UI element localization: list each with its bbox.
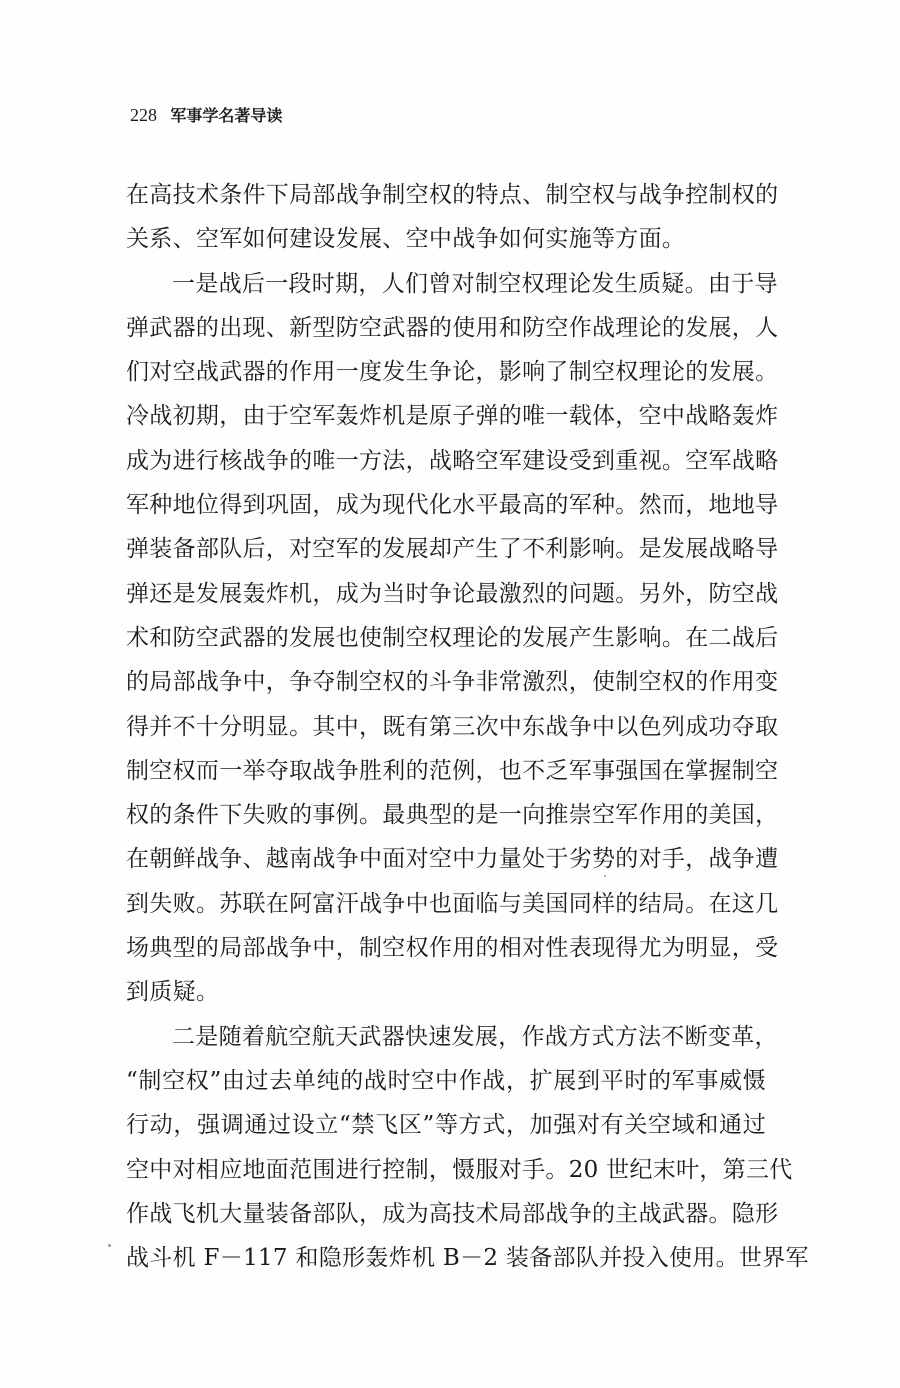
text-line: 弹武器的出现、新型防空武器的使用和防空作战理论的发展，人 <box>126 314 779 341</box>
text-line: 权的条件下失败的事例。最典型的是一向推崇空军作用的美国， <box>126 802 779 829</box>
text-line: 场典型的局部战争中，制空权作用的相对性表现得尤为明显，受 <box>126 935 779 962</box>
text-line: 战斗机 F－117 和隐形轰炸机 B－2 装备部队并投入使用。世界军 <box>126 1245 809 1272</box>
paragraph-first-line: 一是战后一段时期，人们曾对制空权理论发生质疑。由于导 <box>172 270 778 297</box>
text-line: 在高技术条件下局部战争制空权的特点、制空权与战争控制权的 <box>126 182 779 208</box>
text-line: 制空权而一举夺取战争胜利的范例，也不乏军事强国在掌握制空 <box>126 757 779 784</box>
text-line: 弹还是发展轰炸机，成为当时争论最激烈的问题。另外，防空战 <box>126 580 779 607</box>
page-number: 228 <box>130 105 157 125</box>
text-line: 的局部战争中，争夺制空权的斗争非常激烈，使制空权的作用变 <box>126 669 779 696</box>
text-line: 到质疑。 <box>126 979 220 1006</box>
text-line: 关系、空军如何建设发展、空中战争如何实施等方面。 <box>126 226 686 253</box>
text-line: 空中对相应地面范围进行控制，慑服对手。20 世纪末叶，第三代 <box>126 1156 793 1183</box>
text-line: 术和防空武器的发展也使制空权理论的发展产生影响。在二战后 <box>126 624 779 651</box>
body-text <box>126 173 809 1280</box>
paragraph-first-line: 二是随着航空航天武器快速发展，作战方式方法不断变革， <box>172 1023 778 1050</box>
scan-speck <box>604 875 606 877</box>
text-line: 冷战初期，由于空军轰炸机是原子弹的唯一载体，空中战略轰炸 <box>126 403 779 430</box>
text-line: 到失败。苏联在阿富汗战争中也面临与美国同样的结局。在这几 <box>126 890 779 917</box>
text-line: 们对空战武器的作用一度发生争论，影响了制空权理论的发展。 <box>126 359 779 386</box>
text-line: 成为进行核战争的唯一方法，战略空军建设受到重视。空军战略 <box>126 447 779 474</box>
book-title: 军事学名著导读 <box>170 106 283 125</box>
text-line: 军种地位得到巩固，成为现代化水平最高的军种。然而，地地导 <box>126 492 779 519</box>
text-line: 弹装备部队后，对空军的发展却产生了不利影响。是发展战略导 <box>126 536 779 563</box>
running-header <box>130 104 282 127</box>
text-line: 行动，强调通过设立“禁飞区”等方式，加强对有关空域和通过 <box>126 1112 766 1139</box>
scan-speck <box>108 1244 111 1247</box>
text-line: 在朝鲜战争、越南战争中面对空中力量处于劣势的对手，战争遭 <box>126 846 779 873</box>
text-line: “制空权”由过去单纯的战时空中作战，扩展到平时的军事威慑 <box>126 1067 766 1094</box>
text-line: 作战飞机大量装备部队，成为高技术局部战争的主战武器。隐形 <box>126 1200 779 1227</box>
text-line: 得并不十分明显。其中，既有第三次中东战争中以色列成功夺取 <box>126 713 779 740</box>
